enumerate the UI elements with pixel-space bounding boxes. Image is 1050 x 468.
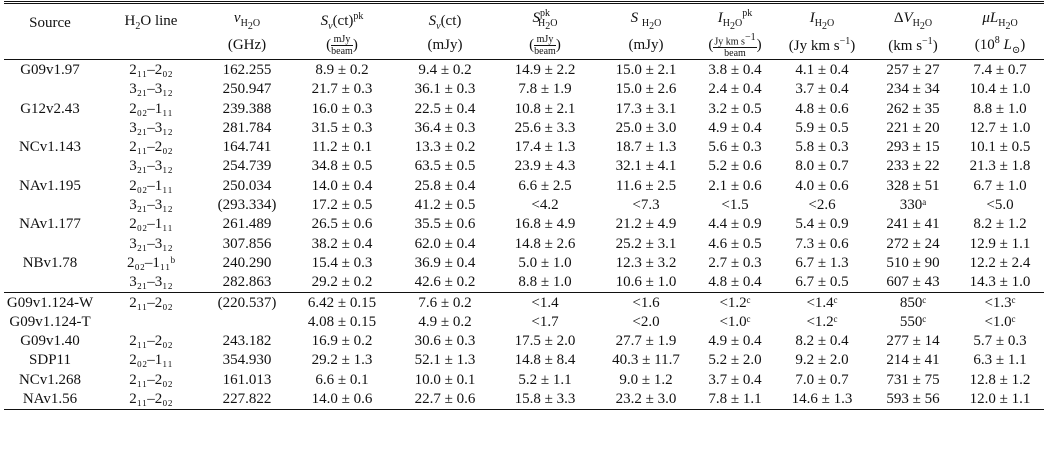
cell-ih2o: <1.4ᶜ [774,292,870,312]
cell-ih2o-pk: 4.8 ± 0.4 [708,274,762,291]
cell-ih2o: 4.8 ± 0.6 [795,100,849,117]
cell-mul: 7.4 ± 0.7 [956,60,1044,80]
cell-sh2o-pk: <4.2 [531,197,559,214]
cell-dv: 510 ± 90 [886,254,940,271]
cell-ih2o: <2.6 [808,197,836,214]
col-source: Source [29,15,71,31]
cell-mul: 10.1 ± 0.5 [969,139,1031,156]
cell-dv: 330ᵃ [899,197,927,214]
cell-sh2o: 15.0 ± 2.1 [596,60,696,80]
unit-sct: (mJy) [427,37,463,54]
cell-nu: 254.739 [222,158,272,175]
cell-sct-pk: 6.42 ± 0.15 [288,292,396,312]
cell-dv: 593 ± 56 [886,391,940,408]
cell-line: 2₀₂–1₁₁ [129,216,173,233]
cell-mul: 12.9 ± 1.1 [969,235,1031,252]
cell-sh2o: 32.1 ± 4.1 [615,158,677,175]
cell-ih2o: 6.7 ± 1.3 [795,254,849,271]
unit-ih2o-pk: ( $\frac{Jy km s^{-1}}{\text{beam}}$ ) [708,32,762,60]
cell-mul: <5.0 [986,197,1014,214]
table-row [4,312,1044,331]
col-sh2o: S $_{H_2O}$ [630,10,662,32]
cell-sh2o: 11.6 ± 2.5 [615,177,677,194]
col-line: $H_2O$ line [124,13,178,32]
cell-nu: 354.930 [222,352,272,369]
cell-nu: 227.822 [222,391,272,408]
cell-mul: 6.7 ± 1.0 [973,177,1027,194]
unit-ih2o: (Jy km $s^{-1}$) [788,36,856,55]
cell-sct: 22.7 ± 0.6 [414,391,476,408]
cell-sct: 41.2 ± 0.5 [414,197,476,214]
cell-ih2o: <1.2ᶜ [806,313,838,330]
cell-line: 2₁₁–2₀₂ [129,333,173,350]
cell-sct: 4.9 ± 0.2 [418,313,472,330]
cell-source [4,195,96,214]
cell-dv: 277 ± 14 [886,333,940,350]
cell-line: 3₂₁–3₁₂ [129,81,173,98]
cell-sct-pk: 6.6 ± 0.1 [315,371,369,388]
header-row-units [4,32,1044,60]
cell-sh2o: <2.0 [632,313,660,330]
cell-line: 3₂₁–3₁₂ [129,274,173,291]
cell-dv: 233 ± 22 [886,158,940,175]
cell-line: 2₀₂–1₁₁ [129,100,173,117]
cell-sct: 25.8 ± 0.4 [414,177,476,194]
cell-sct: 35.5 ± 0.6 [414,216,476,233]
cell-ih2o-pk: <1.2ᶜ [696,292,774,312]
cell-mul: 12.2 ± 2.4 [969,254,1031,271]
cell-ih2o-pk: 4.9 ± 0.4 [708,119,762,136]
table-row [4,118,1044,137]
cell-ih2o-pk: 3.7 ± 0.4 [708,371,762,388]
cell-line: 3₂₁–3₁₂ [129,235,173,252]
cell-nu: 261.489 [222,216,272,233]
table-body-group-2 [4,292,1044,408]
cell-line: 2₁₁–2₀₂ [129,371,173,388]
cell-sct: 10.0 ± 0.1 [414,371,476,388]
cell-dv: 241 ± 41 [886,216,940,233]
table-row [4,234,1044,253]
cell-source [4,273,96,293]
cell-line: 2₁₁–2₀₂ [129,391,173,408]
cell-sh2o: <7.3 [632,197,660,214]
cell-source [4,80,96,99]
cell-line: 3₂₁–3₁₂ [129,197,173,214]
table-row [4,195,1044,214]
cell-dv: 272 ± 24 [886,235,940,252]
cell-source [4,157,96,176]
cell-ih2o: 3.7 ± 0.4 [795,81,849,98]
cell-sh2o-pk: <1.7 [531,313,559,330]
table-row [4,80,1044,99]
cell-source: NAv1.195 [19,177,81,194]
cell-sct-pk: 11.2 ± 0.1 [311,139,373,156]
cell-sct-pk: 16.9 ± 0.2 [311,333,373,350]
cell-sh2o-pk: 8.8 ± 1.0 [518,274,572,291]
cell-mul: 6.3 ± 1.1 [973,352,1027,369]
table-row [4,99,1044,118]
cell-sct-pk: 26.5 ± 0.6 [311,216,373,233]
cell-dv: 293 ± 15 [886,139,940,156]
cell-sh2o: 40.3 ± 11.7 [612,352,680,369]
cell-sh2o: 10.6 ± 1.0 [615,274,677,291]
cell-sct-pk: 8.9 ± 0.2 [288,60,396,80]
cell-sh2o-pk: 7.8 ± 1.9 [518,81,572,98]
cell-ih2o: 8.0 ± 0.7 [795,158,849,175]
cell-nu: 250.034 [222,177,272,194]
cell-sh2o-pk: 25.6 ± 3.3 [514,119,576,136]
cell-ih2o-pk: <1.0ᶜ [719,313,751,330]
cell-sct-pk: 38.2 ± 0.4 [311,235,373,252]
cell-sh2o-pk: 23.9 ± 4.3 [514,158,576,175]
cell-sh2o: 27.7 ± 1.9 [615,333,677,350]
cell-sh2o: <1.6 [596,292,696,312]
col-nu: $\nu_{H_2O}$ [233,10,261,32]
cell-sct: 9.4 ± 0.2 [396,60,494,80]
cell-nu: 250.947 [222,81,272,98]
cell-dv: 262 ± 35 [886,100,940,117]
cell-ih2o-pk: 3.2 ± 0.5 [708,100,762,117]
cell-nu: 164.741 [222,139,272,156]
cell-dv: 214 ± 41 [886,352,940,369]
table-row [4,138,1044,157]
cell-mul: <1.0ᶜ [984,313,1016,330]
cell-sct: 22.5 ± 0.4 [414,100,476,117]
cell-nu: (293.334) [217,197,277,214]
cell-source: SDP11 [29,352,71,369]
cell-line: 2₁₁–2₀₂ [129,139,173,156]
cell-line: 2₀₂–1₁₁ᵇ [126,254,176,271]
cell-sct-pk: 21.7 ± 0.3 [311,81,373,98]
cell-dv: 850ᶜ [870,292,956,312]
cell-nu: (220.537) [206,292,288,312]
col-dv: $\Delta V_{H_2O}$ [893,10,933,32]
table-row [4,60,1044,80]
cell-sh2o: 21.2 ± 4.9 [615,216,677,233]
cell-mul: 12.7 ± 1.0 [969,119,1031,136]
table-row [4,331,1044,350]
cell-mul: 14.3 ± 1.0 [969,274,1031,291]
cell-ih2o-pk: 5.2 ± 0.6 [708,158,762,175]
cell-sct: 36.9 ± 0.4 [414,254,476,271]
cell-line: 3₂₁–3₁₂ [129,119,173,136]
unit-mul: ($10^8$ $L_⊙$) [974,35,1026,57]
cell-dv: 731 ± 75 [886,371,940,388]
cell-sh2o: 15.0 ± 2.6 [615,81,677,98]
cell-line: 2₀₂–1₁₁ [129,177,173,194]
col-sct-pk: $S_\nu(ct)^{pk}$ [320,11,364,32]
cell-sct: 30.6 ± 0.3 [414,333,476,350]
unit-dv: (km $s^{-1}$) [888,36,938,55]
cell-sct-pk: 14.0 ± 0.4 [311,177,373,194]
col-sct: $S_\nu(ct)$ [428,13,462,32]
cell-sh2o: 12.3 ± 3.2 [615,254,677,271]
cell-sct-pk: 17.2 ± 0.5 [311,197,373,214]
cell-mul: 12.8 ± 1.2 [969,371,1031,388]
col-ih2o-pk: $I_{H_2O}^{pk}$ [717,8,753,32]
cell-source: G12v2.43 [20,100,80,117]
unit-sh2o-pk: ( $\frac{\text{mJy}}{\text{beam}}$ ) [529,34,561,58]
cell-ih2o-pk: 7.8 ± 1.1 [708,391,762,408]
cell-source: NCv1.143 [18,139,82,156]
table-row [4,351,1044,370]
cell-line: 3₂₁–3₁₂ [129,158,173,175]
cell-mul: <1.3ᶜ [956,292,1044,312]
cell-dv: 550ᶜ [899,313,927,330]
cell-ih2o: 14.6 ± 1.3 [791,391,853,408]
cell-sh2o-pk: 14.8 ± 2.6 [514,235,576,252]
cell-ih2o: 4.0 ± 0.6 [795,177,849,194]
cell-ih2o-pk: 2.7 ± 0.3 [708,254,762,271]
cell-sct: 52.1 ± 1.3 [414,352,476,369]
cell-ih2o: 9.2 ± 2.0 [795,352,849,369]
water-line-table [4,4,1044,409]
cell-sh2o-pk: 5.2 ± 1.1 [518,371,572,388]
cell-dv: 257 ± 27 [870,60,956,80]
cell-line: 2₁₁–2₀₂ [96,60,206,80]
cell-source [4,118,96,137]
cell-ih2o-pk: 2.1 ± 0.6 [708,177,762,194]
cell-nu [206,312,288,331]
cell-mul: 21.3 ± 1.8 [969,158,1031,175]
cell-ih2o-pk: 4.4 ± 0.9 [708,216,762,233]
cell-sh2o-pk: 6.6 ± 2.5 [518,177,572,194]
cell-dv: 221 ± 20 [886,119,940,136]
table-row [4,370,1044,389]
cell-line [96,312,206,331]
cell-ih2o-pk: <1.5 [721,197,749,214]
cell-line: 2₁₁–2₀₂ [96,292,206,312]
cell-sh2o-pk: 5.0 ± 1.0 [518,254,572,271]
cell-sct: 62.0 ± 0.4 [414,235,476,252]
cell-sh2o-pk: 16.8 ± 4.9 [514,216,576,233]
cell-ih2o: 5.4 ± 0.9 [795,216,849,233]
cell-sct: 7.6 ± 0.2 [396,292,494,312]
cell-mul: 8.8 ± 1.0 [973,100,1027,117]
cell-sct: 36.1 ± 0.3 [414,81,476,98]
cell-dv: 328 ± 51 [886,177,940,194]
table-row [4,253,1044,272]
cell-source: NCv1.268 [18,371,82,388]
cell-nu: 307.856 [222,235,272,252]
table-row [4,292,1044,312]
cell-sct-pk: 29.2 ± 1.3 [311,352,373,369]
cell-line: 2₀₂–1₁₁ [129,352,173,369]
cell-ih2o: 5.8 ± 0.3 [795,139,849,156]
cell-ih2o: 5.9 ± 0.5 [795,119,849,136]
cell-dv: 607 ± 43 [886,274,940,291]
cell-ih2o-pk: 2.4 ± 0.4 [708,81,762,98]
cell-sct: 13.3 ± 0.2 [414,139,476,156]
cell-source: G09v1.124-T [9,313,91,330]
col-ih2o: $I_{H_2O}$ [809,10,835,32]
cell-source: NBv1.78 [22,254,78,271]
cell-sct-pk: 16.0 ± 0.3 [311,100,373,117]
cell-sh2o-pk: 15.8 ± 3.3 [514,391,576,408]
cell-nu: 239.388 [222,100,272,117]
cell-nu: 161.013 [222,371,272,388]
cell-mul: 10.4 ± 1.0 [969,81,1031,98]
cell-source: NAv1.56 [22,391,78,408]
data-table-container [4,0,1044,410]
cell-nu: 282.863 [222,274,272,291]
cell-sh2o: 23.2 ± 3.0 [615,391,677,408]
cell-nu: 162.255 [206,60,288,80]
table-row [4,389,1044,408]
cell-mul: 5.7 ± 0.3 [973,333,1027,350]
cell-sct: 42.6 ± 0.2 [414,274,476,291]
unit-sh2o: (mJy) [628,37,664,54]
cell-nu: 243.182 [222,333,272,350]
cell-sh2o-pk: 17.4 ± 1.3 [514,139,576,156]
table-row [4,215,1044,234]
cell-sh2o-pk: <1.4 [494,292,596,312]
cell-sct: 36.4 ± 0.3 [414,119,476,136]
unit-sct-pk: ( $\frac{\text{mJy}}{\text{beam}}$ ) [326,34,358,58]
col-mul: $\mu L_{H_2O}$ [982,10,1018,32]
cell-sh2o-pk: 14.9 ± 2.2 [494,60,596,80]
cell-source: G09v1.124-W [4,292,96,312]
cell-dv: 234 ± 34 [886,81,940,98]
table-row [4,176,1044,195]
cell-sct-pk: 4.08 ± 0.15 [307,313,377,330]
cell-ih2o: 7.0 ± 0.7 [795,371,849,388]
cell-source: G09v1.40 [20,333,80,350]
table-row [4,157,1044,176]
cell-ih2o: 8.2 ± 0.4 [795,333,849,350]
cell-sct: 63.5 ± 0.5 [414,158,476,175]
unit-nu: (GHz) [227,37,267,54]
cell-sh2o: 9.0 ± 1.2 [619,371,673,388]
col-sh2o-pk: $S^{pk}_{H_2O}$ [532,8,558,32]
cell-nu: 281.784 [222,119,272,136]
table-row [4,273,1044,293]
cell-sh2o-pk: 17.5 ± 2.0 [514,333,576,350]
cell-nu: 240.290 [222,254,272,271]
cell-sct-pk: 29.2 ± 0.2 [311,274,373,291]
cell-ih2o: 4.1 ± 0.4 [774,60,870,80]
cell-sh2o: 17.3 ± 3.1 [615,100,677,117]
cell-sh2o-pk: 14.8 ± 8.4 [514,352,576,369]
cell-sct-pk: 34.8 ± 0.5 [311,158,373,175]
cell-sh2o: 25.2 ± 3.1 [615,235,677,252]
cell-mul: 12.0 ± 1.1 [969,391,1031,408]
cell-ih2o-pk: 4.9 ± 0.4 [708,333,762,350]
table-body-group-1 [4,60,1044,293]
cell-ih2o-pk: 4.6 ± 0.5 [708,235,762,252]
cell-source [4,234,96,253]
cell-ih2o-pk: 3.8 ± 0.4 [696,60,774,80]
cell-source: NAv1.177 [19,216,81,233]
cell-ih2o: 7.3 ± 0.6 [795,235,849,252]
cell-source: G09v1.97 [4,60,96,80]
bottom-rule [4,409,1044,410]
cell-mul: 8.2 ± 1.2 [973,216,1027,233]
cell-sh2o: 25.0 ± 3.0 [615,119,677,136]
cell-ih2o: 6.7 ± 0.5 [795,274,849,291]
cell-sct-pk: 31.5 ± 0.3 [311,119,373,136]
cell-ih2o-pk: 5.6 ± 0.3 [708,139,762,156]
cell-sh2o: 18.7 ± 1.3 [615,139,677,156]
cell-sh2o-pk: 10.8 ± 2.1 [514,100,576,117]
cell-sct-pk: 14.0 ± 0.6 [311,391,373,408]
header-row-labels [4,4,1044,32]
cell-sct-pk: 15.4 ± 0.3 [311,254,373,271]
cell-ih2o-pk: 5.2 ± 2.0 [708,352,762,369]
